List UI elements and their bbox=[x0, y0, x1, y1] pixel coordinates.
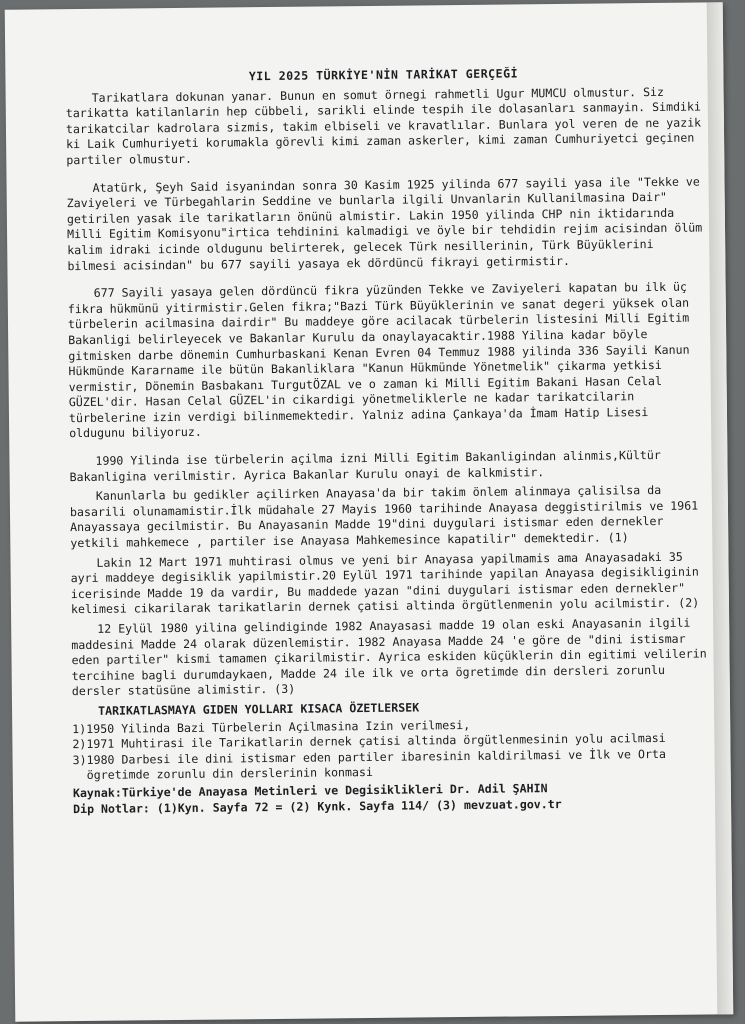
paragraph-constitution: Kanunlarla bu gedikler açilirken Anayasa'da bir takim önlem alinmaya çalisilsa da basarili olunamamistir.İlk müdahale 27 Mayis 1960 tarihinde Anayasa deggistirilmis ve 1961 Anayassaya gecilmistir. Bu Anayasanin Madde 19"dini duygulari istismar eden dernekler yetkili mahkemece , partiler ise Anayasa Mahkemesince kapatilir" demektedir. (1) bbox=[69, 483, 699, 551]
paragraph-intro: Tarikatlara dokunan yanar. Bunun en somut örnegi rahmetli Ugur MUMCU olmustur. Siz tarikatta katilanlarin hep cübbeli, sarikli elinde tespih ile dolasanları sanmayin. Simdiki tarikatcilar kadrolara sizmis, takim elbiseli ve kravatlılar. Bunlara yol veren de ne yazik ki Laik Cumhuriyeti korumakla görevli kimi zaman askerler, kimi zaman Cumhuriyetci geçinen partiler olmustur. bbox=[65, 84, 702, 168]
paragraph-1971: Lakin 12 Mart 1971 muhtirasi olmus ve yeni bir Anayasa yapilmamis ama Anayasadaki 35 ayri maddeye degisiklik yapilmistir.20 Eylül 1971 tarihinde yapilan Anayasa degisikliginin icerisinde Madde 19 da vardir, Bu maddede yazan "dini duygulari istismar eden dernekler" kelimesi cikarilarak tarikatlarin dernek çatisi altinda örgütlenmenin yolu acilmistir. (2) bbox=[70, 549, 700, 617]
paragraph-1990: 1990 Yilinda ise türbelerin açilma izni Milli Egitim Bakanligindan alinmis,Kültür Bakanligina verilmistir. Ayrica Bakanlar Kurulu onayi de kalkmistir. bbox=[69, 448, 661, 484]
summary-item-text: 1950 Yilinda Bazi Türbelerin Açilmasina Izin verilmesi, bbox=[86, 717, 471, 736]
footnotes-line: Dip Notlar: (1)Kyn. Sayfa 72 = (2) Kynk. Sayfa 114/ (3) mevzuat.gov.tr bbox=[73, 796, 562, 816]
paragraph-ataturk: Atatürk, Şeyh Said isyanindan sonra 30 Kasim 1925 yilinda 677 sayili yasa ile "Tekke ve Zaviyeleri ve Türbegahlarin Seddine ve bunlarla ilgili Unvanlarin Kullanilmasina Dair" getirilen yasak ile tarikatların önünü almistir. Lakin 1950 yilinda CHP nin iktidarında Milli Egitim Komisyonu"irtica tehdinini kalmadigi ve öyle bir tehdidin rejim acisindan ölüm kalim idraki icinde oldugunu belirterek, gelecek Türk nesillerinin, Türk Büyüklerini bilmesi acisindan" bu 677 sayili yasaya ek dördüncü fikrayi getirmistir. bbox=[66, 174, 703, 273]
paragraph-law-677: 677 Sayili yasaya gelen dördüncü fikra yüzünden Tekke ve Zaviyeleri kapatan bu ilk üç fikra hükmünü yitirmistir.Gelen fikra;"Bazi Türk Büyüklerinin ve sanat degeri yüksek olan türbelerin acilmasina dairdir" Bu maddeye göre acilacak türbelerin listesini Milli Egitim Bakanligi belirleyecek ve Bakanlar Kurulu da onaylayacaktir.1988 Yilina kadar böyle gitmisken darbe dönemin Cumhurbaskani Kenan Evren 04 Temmuz 1988 yilinda 336 Sayili Kanun Hükmünde Kararname ile bütün Bakanliklara "Kanun Hükmünde Yönetmelik" çikarma yetkisi vermistir, Dönemin Basbakanı TurgutÖZAL ve o zaman ki Milli Egitim Bakani Hasan Celal GÜZEL'dir. Hasan Celal GÜZEL'in cikardigi yönetmeliklerle ne kadar tarikatcilarin türbelerine izin verdigi bilinmemektedir. Yalniz adina Çankaya'da İmam Hatip Lisesi oldugunu biliyoruz. bbox=[67, 279, 690, 441]
paragraph-1980: 12 Eylül 1980 yilina gelindiginde 1982 Anayasasi madde 19 olan eski Anayasanin ilgili maddesini Madde 24 olarak düzenlemistir. 1982 Anayasa Madde 24 'e göre de "dini istismar eden partiler" kismi tamamen çikarilmistir. Ayrica eskiden küçüklerin din egitimi velilerin tercihine bagli durumdaykaen, Madde 24 ile ilk ve orta ögretimde din dersleri zorunlu dersler statüsüne alimistir. (3) bbox=[71, 615, 707, 699]
typed-page bbox=[5, 2, 734, 1021]
document-body bbox=[65, 64, 709, 817]
source-line: Kaynak:Türkiye'de Anayasa Metinleri ve Degisiklikleri Dr. Adil ŞAHIN bbox=[72, 781, 548, 801]
summary-item-number: 3) bbox=[72, 752, 87, 767]
summary-item-number: 1) bbox=[72, 721, 87, 736]
summary-list bbox=[72, 715, 709, 784]
document-title: YIL 2025 TÜRKİYE'NİN TARİKAT GERÇEĞİ bbox=[248, 66, 519, 84]
summary-item-text: 1971 Muhtirasi ile Tarikatlarin dernek çatisi altinda örgütlenmesinin yolu acilmasi bbox=[86, 731, 666, 752]
summary-heading: TARIKATLASMAYA GIDEN YOLLARI KISACA ÖZETLERSEK bbox=[97, 700, 420, 718]
summary-item bbox=[73, 746, 709, 784]
page-edge-shadow bbox=[707, 2, 734, 1021]
summary-item-number: 2) bbox=[72, 737, 87, 752]
summary-item-text: 1980 Darbesi ile dini istismar eden partiler ibaresinin kaldirilmasi ve İlk ve Orta ögretimde zorunlu din derslerinin konmasi bbox=[86, 746, 666, 783]
